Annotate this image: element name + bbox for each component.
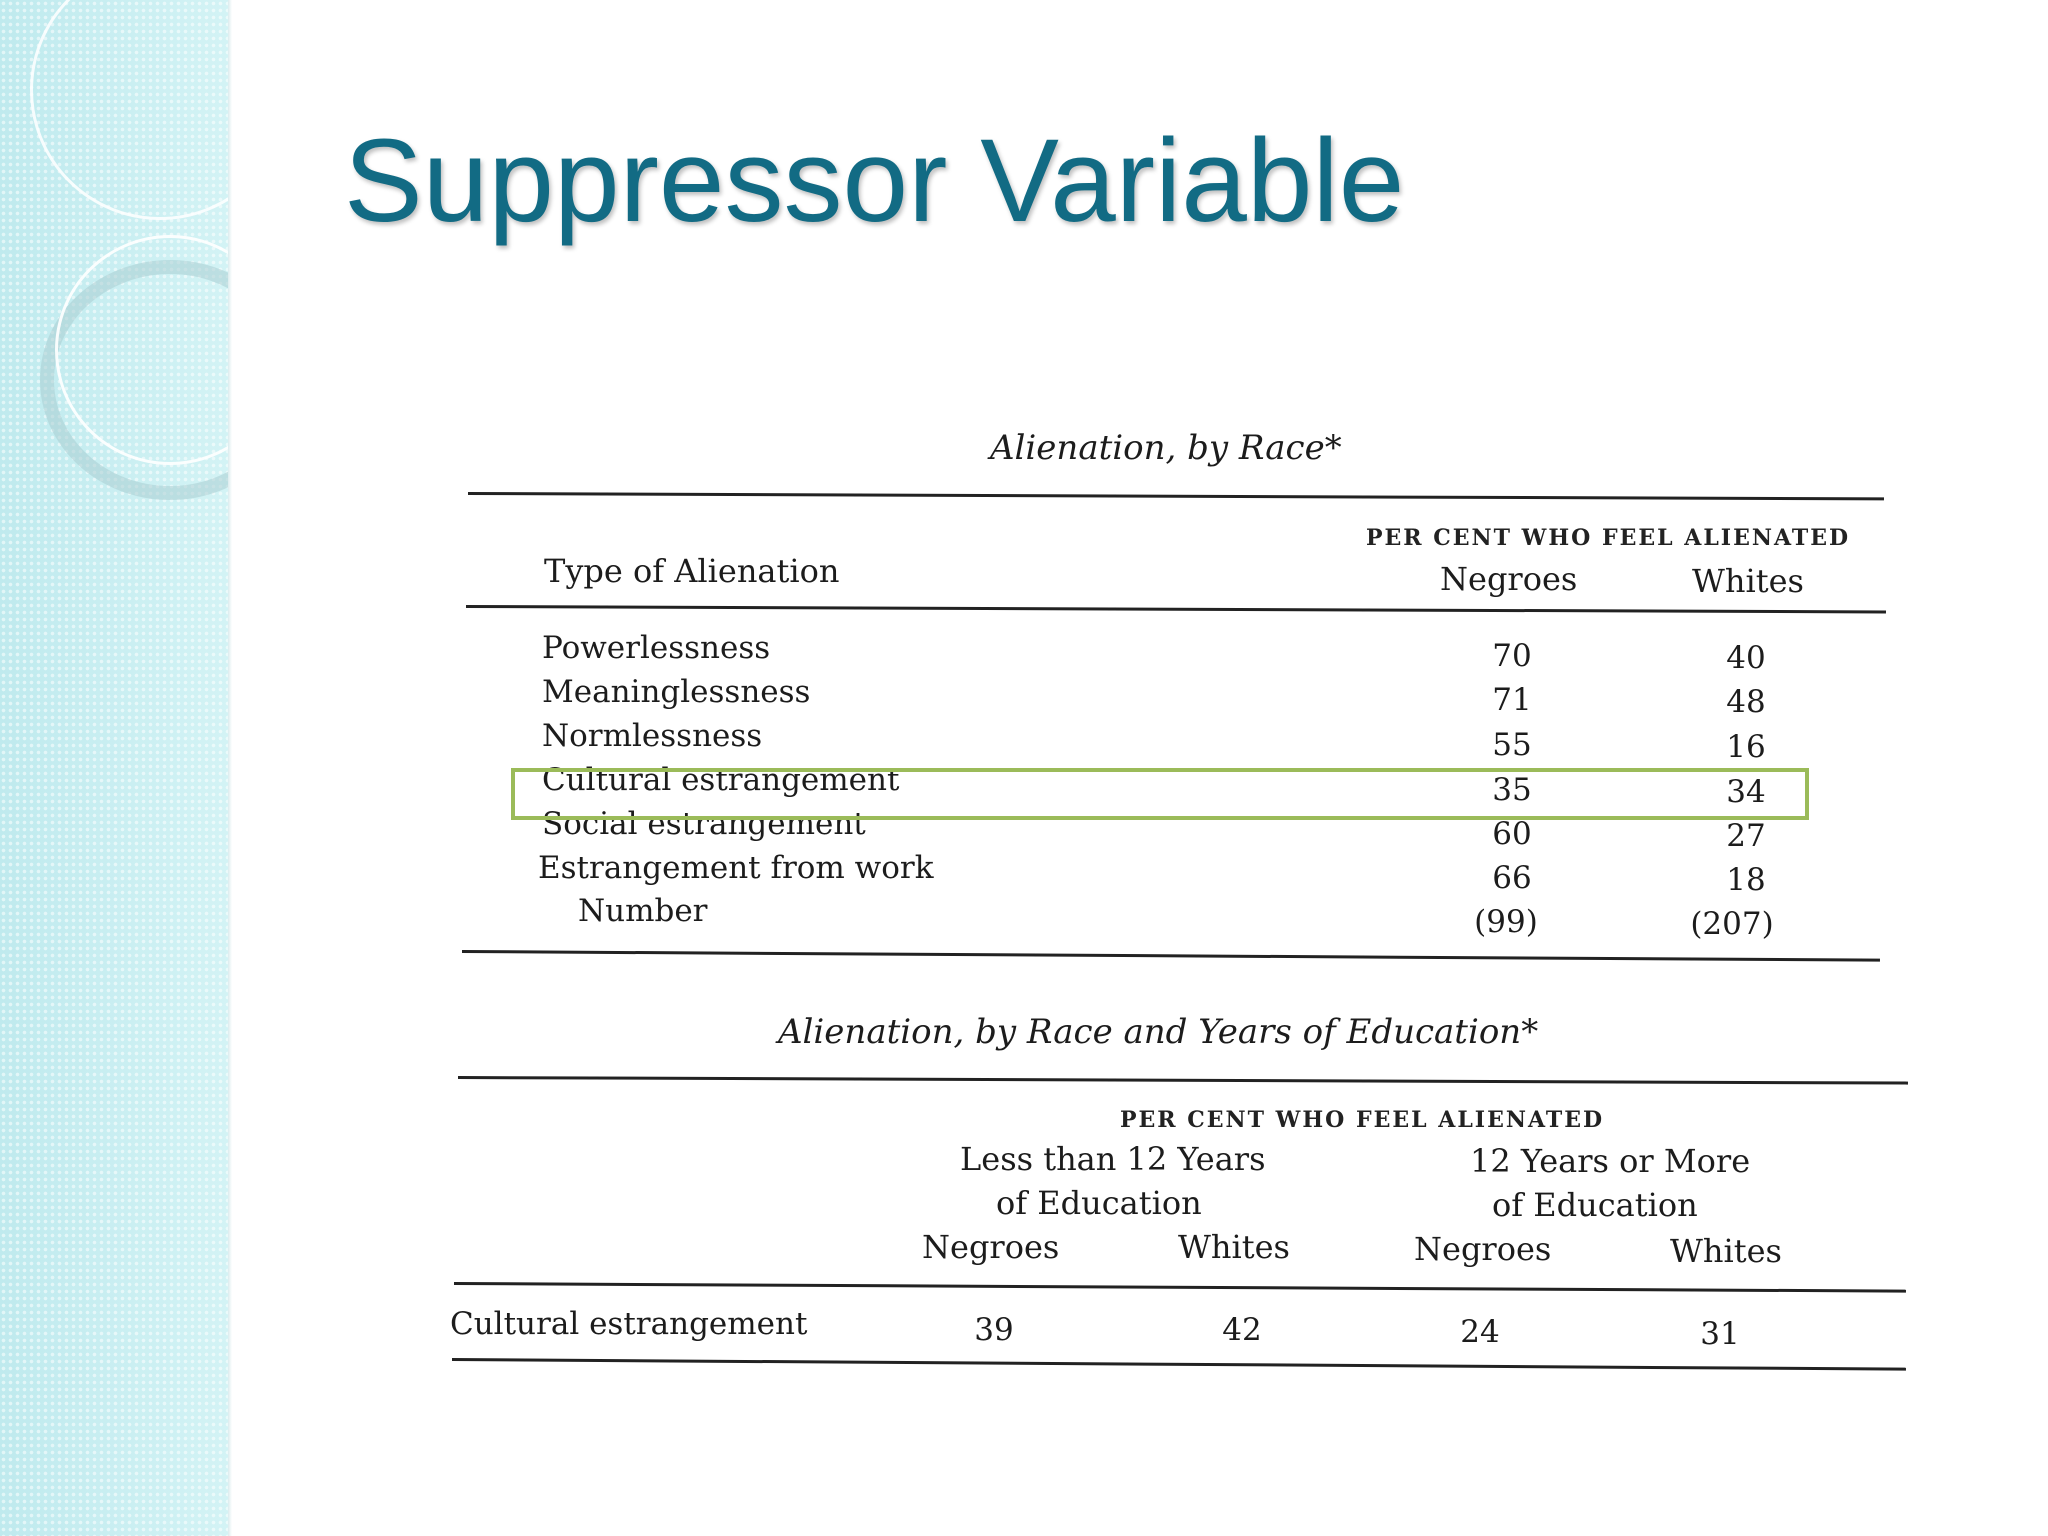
side-decoration-band bbox=[0, 0, 228, 1536]
table1-header-rule bbox=[466, 605, 1886, 613]
row-value-whites: 27 bbox=[1726, 818, 1766, 854]
table1-row-header: Type of Alienation bbox=[544, 552, 840, 590]
row-label: Cultural estrangement bbox=[542, 762, 900, 798]
table1-col-whites: Whites bbox=[1692, 562, 1804, 600]
row-label: Cultural estrangement bbox=[450, 1306, 808, 1342]
row-label: Estrangement from work bbox=[538, 850, 934, 886]
table2-title: Alienation, by Race and Years of Education* bbox=[778, 1012, 1539, 1052]
row-label: Number bbox=[578, 893, 708, 929]
row-value-negroes: (99) bbox=[1474, 904, 1538, 940]
row-label: Meaninglessness bbox=[542, 674, 811, 710]
side-band-edge bbox=[228, 0, 232, 1536]
row-value-whites: 16 bbox=[1726, 729, 1766, 765]
highlight-box bbox=[511, 768, 1809, 820]
table2-col-negroes-1: Negroes bbox=[922, 1228, 1060, 1266]
table2-header-rule bbox=[454, 1282, 1906, 1293]
row-value-negroes: 66 bbox=[1492, 860, 1532, 896]
row-value-negroes: 71 bbox=[1492, 682, 1532, 718]
table2-group2-line1: 12 Years or More bbox=[1470, 1142, 1751, 1180]
decorative-ring-top bbox=[30, 0, 228, 220]
row-value-negroes: 70 bbox=[1492, 638, 1532, 674]
row-value-whites: (207) bbox=[1690, 906, 1774, 942]
table2-top-rule bbox=[458, 1076, 1908, 1085]
row-value-negroes: 35 bbox=[1492, 772, 1532, 808]
table2-col-negroes-2: Negroes bbox=[1414, 1230, 1552, 1268]
row-value-whites: 18 bbox=[1726, 862, 1766, 898]
row-value-negroes: 60 bbox=[1492, 816, 1532, 852]
table2-group1-line2: of Education bbox=[996, 1184, 1202, 1222]
table1-title: Alienation, by Race* bbox=[990, 428, 1342, 468]
table1-bottom-rule bbox=[462, 950, 1880, 962]
row-value-whites: 40 bbox=[1726, 640, 1766, 676]
row-label: Social estrangement bbox=[542, 806, 866, 842]
table2-bottom-rule bbox=[452, 1358, 1906, 1371]
table2-col-whites-2: Whites bbox=[1670, 1232, 1782, 1270]
table1-top-rule bbox=[468, 492, 1884, 500]
row-value-whites-12plus: 31 bbox=[1700, 1316, 1740, 1352]
row-value-whites-lt12: 42 bbox=[1222, 1312, 1262, 1348]
row-value-negroes-lt12: 39 bbox=[974, 1312, 1014, 1348]
table2-col-whites-1: Whites bbox=[1178, 1228, 1290, 1266]
table2-group1-line1: Less than 12 Years bbox=[960, 1140, 1266, 1178]
row-value-whites: 34 bbox=[1726, 774, 1766, 810]
row-value-negroes-12plus: 24 bbox=[1460, 1314, 1500, 1350]
row-label: Powerlessness bbox=[542, 630, 771, 666]
table2-header-group: PER CENT WHO FEEL ALIENATED bbox=[1120, 1107, 1605, 1133]
row-value-negroes: 55 bbox=[1492, 727, 1532, 763]
slide-title: Suppressor Variable bbox=[344, 115, 1405, 247]
table2-group2-line2: of Education bbox=[1492, 1186, 1698, 1224]
row-label: Normlessness bbox=[542, 718, 763, 754]
table1-header-group: PER CENT WHO FEEL ALIENATED bbox=[1366, 525, 1851, 551]
row-value-whites: 48 bbox=[1726, 684, 1766, 720]
table1-col-negroes: Negroes bbox=[1440, 560, 1578, 598]
